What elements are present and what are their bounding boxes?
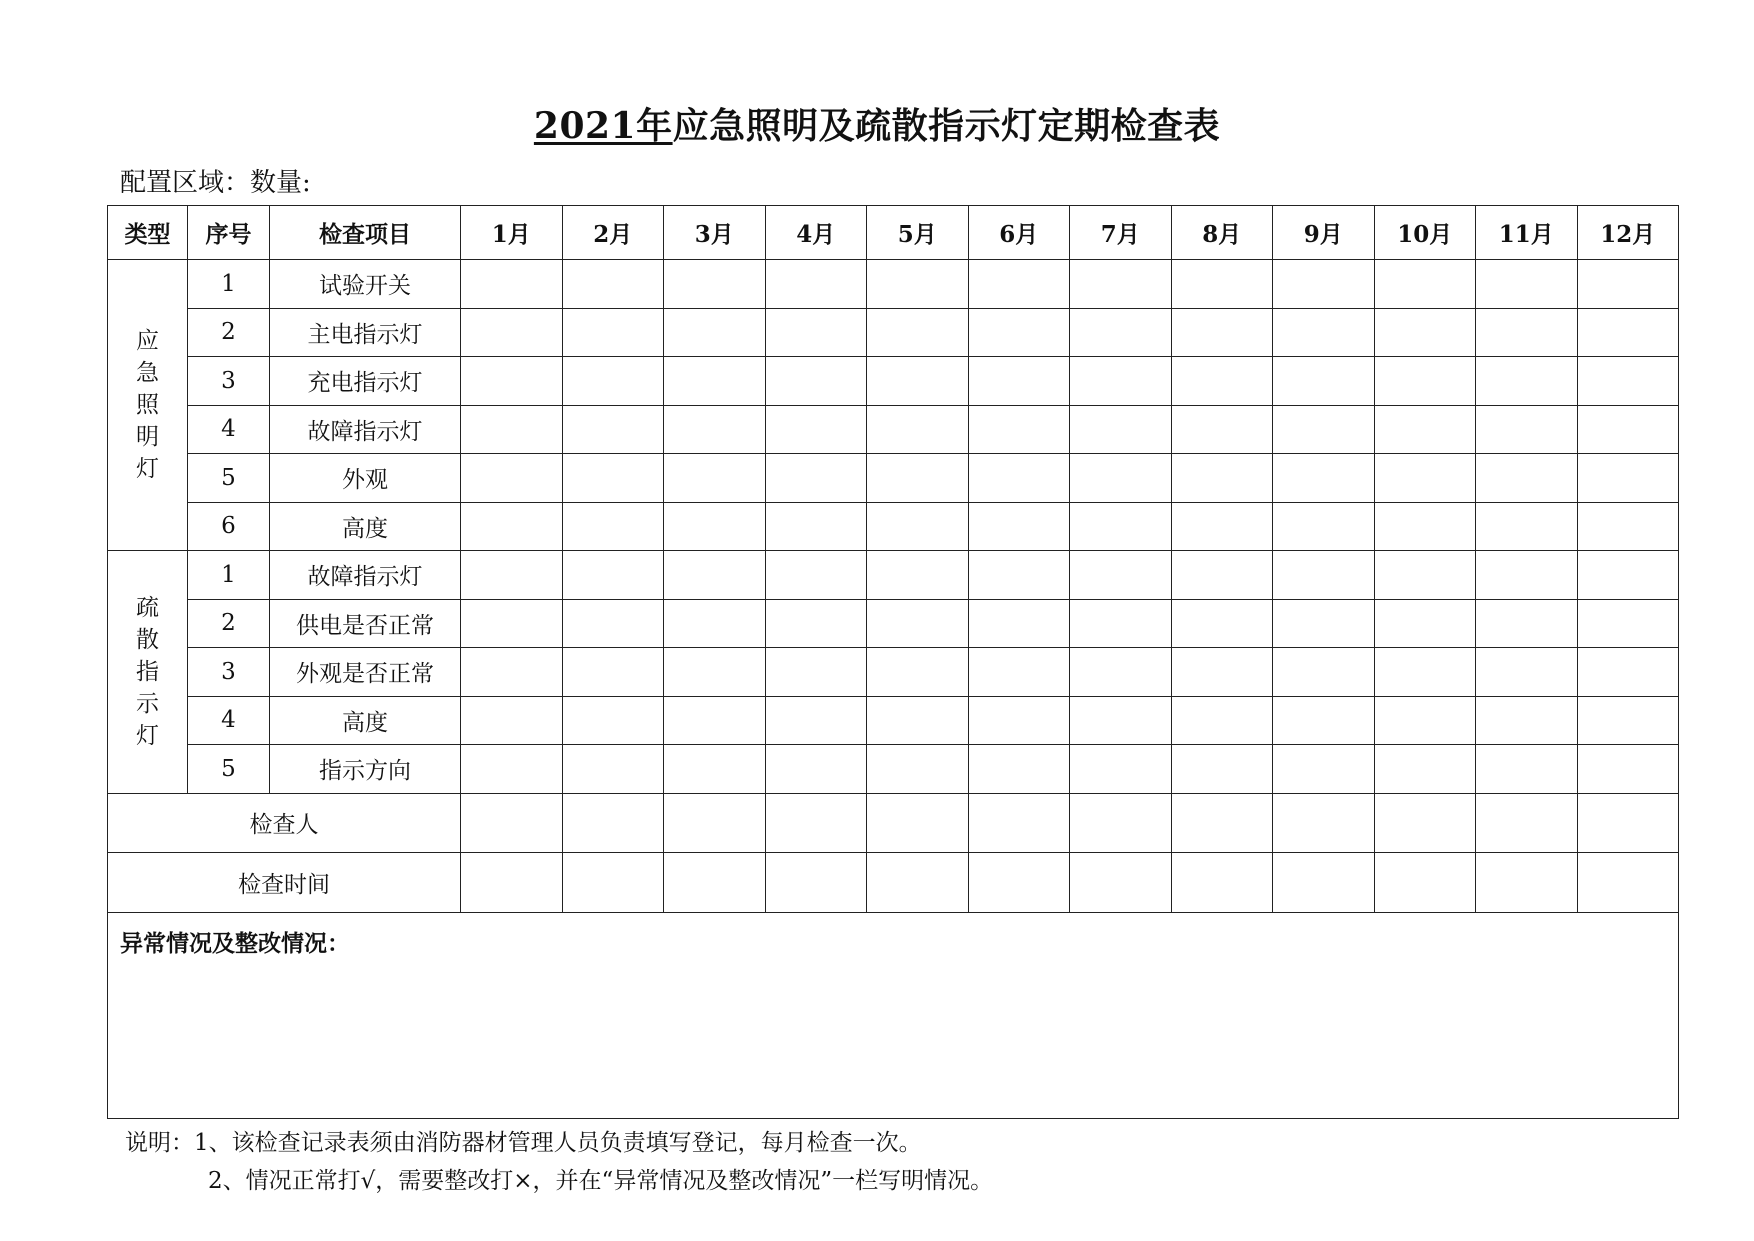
- month-cell[interactable]: [968, 599, 1070, 648]
- item-cell: 高度: [270, 696, 461, 745]
- month-cell[interactable]: [765, 551, 867, 600]
- month-cell[interactable]: [1476, 793, 1578, 853]
- month-cell[interactable]: [664, 745, 766, 794]
- month-cell[interactable]: [867, 454, 969, 503]
- month-cell[interactable]: [1374, 696, 1476, 745]
- month-cell[interactable]: [664, 308, 766, 357]
- header-month: 7月: [1070, 206, 1172, 260]
- month-cell[interactable]: [765, 599, 867, 648]
- month-cell[interactable]: [1577, 551, 1679, 600]
- month-cell[interactable]: [867, 696, 969, 745]
- month-cell[interactable]: [1171, 454, 1273, 503]
- month-cell[interactable]: [1070, 502, 1172, 551]
- month-cell[interactable]: [664, 357, 766, 406]
- month-cell[interactable]: [968, 853, 1070, 913]
- month-cell[interactable]: [1476, 599, 1578, 648]
- month-cell[interactable]: [765, 405, 867, 454]
- title-year: 2021年: [533, 105, 673, 147]
- month-cell[interactable]: [1577, 405, 1679, 454]
- header-row: [108, 206, 1679, 260]
- month-cell[interactable]: [1070, 405, 1172, 454]
- header-month: 9月: [1273, 206, 1375, 260]
- month-cell[interactable]: [1171, 745, 1273, 794]
- month-cell[interactable]: [968, 793, 1070, 853]
- inspect-time-row: [108, 853, 1679, 913]
- group-label-evacuation-light: 疏 散 指 示 灯: [108, 551, 188, 794]
- month-cell[interactable]: [562, 308, 664, 357]
- month-cell[interactable]: [664, 551, 766, 600]
- month-cell[interactable]: [1171, 260, 1273, 309]
- seq-cell: 1: [188, 260, 270, 309]
- month-cell[interactable]: [1171, 502, 1273, 551]
- month-cell[interactable]: [461, 454, 563, 503]
- month-cell[interactable]: [1577, 357, 1679, 406]
- month-cell[interactable]: [562, 357, 664, 406]
- month-cell[interactable]: [1070, 599, 1172, 648]
- month-cell[interactable]: [765, 357, 867, 406]
- item-cell: 外观: [270, 454, 461, 503]
- month-cell[interactable]: [765, 260, 867, 309]
- table-row: [108, 502, 1679, 551]
- month-cell[interactable]: [1577, 308, 1679, 357]
- month-cell[interactable]: [1577, 260, 1679, 309]
- seq-cell: 5: [188, 454, 270, 503]
- month-cell[interactable]: [867, 357, 969, 406]
- month-cell[interactable]: [1374, 454, 1476, 503]
- month-cell[interactable]: [1476, 551, 1578, 600]
- table-row: [108, 551, 1679, 600]
- seq-cell: 6: [188, 502, 270, 551]
- month-cell[interactable]: [461, 599, 563, 648]
- month-cell[interactable]: [1070, 551, 1172, 600]
- month-cell[interactable]: [1171, 405, 1273, 454]
- month-cell[interactable]: [1273, 454, 1375, 503]
- month-cell[interactable]: [1171, 308, 1273, 357]
- month-cell[interactable]: [461, 502, 563, 551]
- item-cell: 外观是否正常: [270, 648, 461, 697]
- month-cell[interactable]: [1070, 357, 1172, 406]
- month-cell[interactable]: [461, 793, 563, 853]
- month-cell[interactable]: [664, 599, 766, 648]
- month-cell[interactable]: [1577, 793, 1679, 853]
- footnote-line-2: 2、情况正常打√，需要整改打×，并在“异常情况及整改情况”一栏写明情况。: [208, 1168, 994, 1194]
- seq-cell: 4: [188, 696, 270, 745]
- month-cell[interactable]: [1476, 696, 1578, 745]
- month-cell[interactable]: [1476, 308, 1578, 357]
- month-cell[interactable]: [1171, 599, 1273, 648]
- month-cell[interactable]: [1476, 745, 1578, 794]
- month-cell[interactable]: [1171, 648, 1273, 697]
- month-cell[interactable]: [968, 502, 1070, 551]
- month-cell[interactable]: [1374, 502, 1476, 551]
- month-cell[interactable]: [664, 405, 766, 454]
- header-month: 1月: [461, 206, 563, 260]
- month-cell[interactable]: [664, 696, 766, 745]
- month-cell[interactable]: [562, 853, 664, 913]
- month-cell[interactable]: [1070, 260, 1172, 309]
- month-cell[interactable]: [968, 745, 1070, 794]
- month-cell[interactable]: [664, 648, 766, 697]
- header-month: 10月: [1374, 206, 1476, 260]
- month-cell[interactable]: [867, 308, 969, 357]
- month-cell[interactable]: [867, 405, 969, 454]
- month-cell[interactable]: [664, 793, 766, 853]
- month-cell[interactable]: [968, 260, 1070, 309]
- month-cell[interactable]: [1171, 551, 1273, 600]
- month-cell[interactable]: [461, 853, 563, 913]
- header-month: 8月: [1171, 206, 1273, 260]
- seq-cell: 4: [188, 405, 270, 454]
- month-cell[interactable]: [562, 502, 664, 551]
- header-month: 4月: [765, 206, 867, 260]
- month-cell[interactable]: [867, 599, 969, 648]
- month-cell[interactable]: [867, 551, 969, 600]
- month-cell[interactable]: [1070, 308, 1172, 357]
- item-cell: 试验开关: [270, 260, 461, 309]
- month-cell[interactable]: [1476, 853, 1578, 913]
- month-cell[interactable]: [1273, 357, 1375, 406]
- page-title: [0, 98, 1754, 149]
- month-cell[interactable]: [867, 793, 969, 853]
- month-cell[interactable]: [562, 599, 664, 648]
- inspection-table: [107, 205, 1679, 1119]
- table-row: [108, 308, 1679, 357]
- seq-cell: 2: [188, 599, 270, 648]
- month-cell[interactable]: [765, 648, 867, 697]
- month-cell[interactable]: [1273, 551, 1375, 600]
- header-seq: 序号: [188, 206, 270, 260]
- month-cell[interactable]: [1171, 853, 1273, 913]
- month-cell[interactable]: [1070, 793, 1172, 853]
- table-row: [108, 454, 1679, 503]
- header-type: 类型: [108, 206, 188, 260]
- item-cell: 故障指示灯: [270, 405, 461, 454]
- month-cell[interactable]: [968, 648, 1070, 697]
- month-cell[interactable]: [664, 260, 766, 309]
- month-cell[interactable]: [1070, 853, 1172, 913]
- month-cell[interactable]: [1070, 454, 1172, 503]
- month-cell[interactable]: [1273, 793, 1375, 853]
- month-cell[interactable]: [1577, 599, 1679, 648]
- month-cell[interactable]: [1374, 551, 1476, 600]
- month-cell[interactable]: [1374, 793, 1476, 853]
- month-cell[interactable]: [1273, 745, 1375, 794]
- item-cell: 供电是否正常: [270, 599, 461, 648]
- footnote-line-1: 说明：1、该检查记录表须由消防器材管理人员负责填写登记，每月检查一次。: [125, 1130, 922, 1156]
- month-cell[interactable]: [968, 405, 1070, 454]
- item-cell: 故障指示灯: [270, 551, 461, 600]
- table-row: [108, 405, 1679, 454]
- table-row: [108, 599, 1679, 648]
- month-cell[interactable]: [664, 853, 766, 913]
- item-cell: 高度: [270, 502, 461, 551]
- month-cell[interactable]: [1273, 308, 1375, 357]
- month-cell[interactable]: [1577, 454, 1679, 503]
- month-cell[interactable]: [664, 502, 766, 551]
- month-cell[interactable]: [562, 696, 664, 745]
- month-cell[interactable]: [1273, 599, 1375, 648]
- month-cell[interactable]: [461, 648, 563, 697]
- month-cell[interactable]: [765, 793, 867, 853]
- month-cell[interactable]: [968, 696, 1070, 745]
- inspector-label: 检查人: [108, 793, 461, 853]
- month-cell[interactable]: [562, 260, 664, 309]
- month-cell[interactable]: [1577, 853, 1679, 913]
- month-cell[interactable]: [1273, 648, 1375, 697]
- month-cell[interactable]: [968, 308, 1070, 357]
- item-cell: 指示方向: [270, 745, 461, 794]
- month-cell[interactable]: [1374, 405, 1476, 454]
- header-month: 6月: [968, 206, 1070, 260]
- month-cell[interactable]: [765, 696, 867, 745]
- seq-cell: 2: [188, 308, 270, 357]
- header-month: 5月: [867, 206, 969, 260]
- month-cell[interactable]: [1476, 454, 1578, 503]
- seq-cell: 1: [188, 551, 270, 600]
- item-cell: 充电指示灯: [270, 357, 461, 406]
- month-cell[interactable]: [765, 745, 867, 794]
- month-cell[interactable]: [968, 357, 1070, 406]
- month-cell[interactable]: [1374, 260, 1476, 309]
- group-label-emergency-light: 应 急 照 明 灯: [108, 260, 188, 551]
- table-row: [108, 357, 1679, 406]
- seq-cell: 3: [188, 648, 270, 697]
- notes-row: [108, 912, 1679, 1118]
- header-item: 检查项目: [270, 206, 461, 260]
- month-cell[interactable]: [1476, 405, 1578, 454]
- header-month: 12月: [1577, 206, 1679, 260]
- month-cell[interactable]: [461, 696, 563, 745]
- month-cell[interactable]: [562, 551, 664, 600]
- month-cell[interactable]: [461, 308, 563, 357]
- month-cell[interactable]: [1577, 745, 1679, 794]
- month-cell[interactable]: [1070, 648, 1172, 697]
- month-cell[interactable]: [1171, 696, 1273, 745]
- month-cell[interactable]: [1476, 357, 1578, 406]
- month-cell[interactable]: [1171, 793, 1273, 853]
- month-cell[interactable]: [1577, 648, 1679, 697]
- table-row: [108, 745, 1679, 794]
- month-cell[interactable]: [968, 551, 1070, 600]
- month-cell[interactable]: [1374, 599, 1476, 648]
- header-month: 11月: [1476, 206, 1578, 260]
- month-cell[interactable]: [461, 551, 563, 600]
- notes-area[interactable]: [108, 912, 1679, 1118]
- month-cell[interactable]: [562, 648, 664, 697]
- month-cell[interactable]: [1577, 502, 1679, 551]
- month-cell[interactable]: [1273, 696, 1375, 745]
- month-cell[interactable]: [867, 745, 969, 794]
- month-cell[interactable]: [461, 405, 563, 454]
- month-cell[interactable]: [765, 308, 867, 357]
- header-month: 3月: [664, 206, 766, 260]
- month-cell[interactable]: [1374, 853, 1476, 913]
- month-cell[interactable]: [765, 502, 867, 551]
- month-cell[interactable]: [1273, 853, 1375, 913]
- month-cell[interactable]: [1476, 502, 1578, 551]
- month-cell[interactable]: [968, 454, 1070, 503]
- month-cell[interactable]: [562, 745, 664, 794]
- area-quantity-label: 配置区域：数量:: [120, 168, 311, 198]
- month-cell[interactable]: [1273, 405, 1375, 454]
- seq-cell: 5: [188, 745, 270, 794]
- item-cell: 主电指示灯: [270, 308, 461, 357]
- month-cell[interactable]: [1070, 745, 1172, 794]
- month-cell[interactable]: [1476, 260, 1578, 309]
- month-cell[interactable]: [1273, 502, 1375, 551]
- month-cell[interactable]: [1273, 260, 1375, 309]
- notes-label: 异常情况及整改情况：: [120, 929, 350, 957]
- table-row: [108, 260, 1679, 309]
- month-cell[interactable]: [461, 357, 563, 406]
- month-cell[interactable]: [562, 405, 664, 454]
- month-cell[interactable]: [1577, 696, 1679, 745]
- month-cell[interactable]: [1374, 308, 1476, 357]
- month-cell[interactable]: [1171, 357, 1273, 406]
- month-cell[interactable]: [461, 745, 563, 794]
- month-cell[interactable]: [867, 648, 969, 697]
- month-cell[interactable]: [867, 260, 969, 309]
- month-cell[interactable]: [1374, 357, 1476, 406]
- inspect-time-label: 检查时间: [108, 853, 461, 913]
- month-cell[interactable]: [562, 454, 664, 503]
- month-cell[interactable]: [765, 853, 867, 913]
- month-cell[interactable]: [1070, 696, 1172, 745]
- table-row: [108, 648, 1679, 697]
- month-cell[interactable]: [1476, 648, 1578, 697]
- month-cell[interactable]: [1374, 648, 1476, 697]
- table-row: [108, 696, 1679, 745]
- month-cell[interactable]: [562, 793, 664, 853]
- month-cell[interactable]: [867, 853, 969, 913]
- month-cell[interactable]: [461, 260, 563, 309]
- header-month: 2月: [562, 206, 664, 260]
- inspector-row: [108, 793, 1679, 853]
- month-cell[interactable]: [867, 502, 969, 551]
- month-cell[interactable]: [664, 454, 766, 503]
- seq-cell: 3: [188, 357, 270, 406]
- month-cell[interactable]: [1374, 745, 1476, 794]
- month-cell[interactable]: [765, 454, 867, 503]
- title-text: 应急照明及疏散指示灯定期检查表: [672, 105, 1221, 147]
